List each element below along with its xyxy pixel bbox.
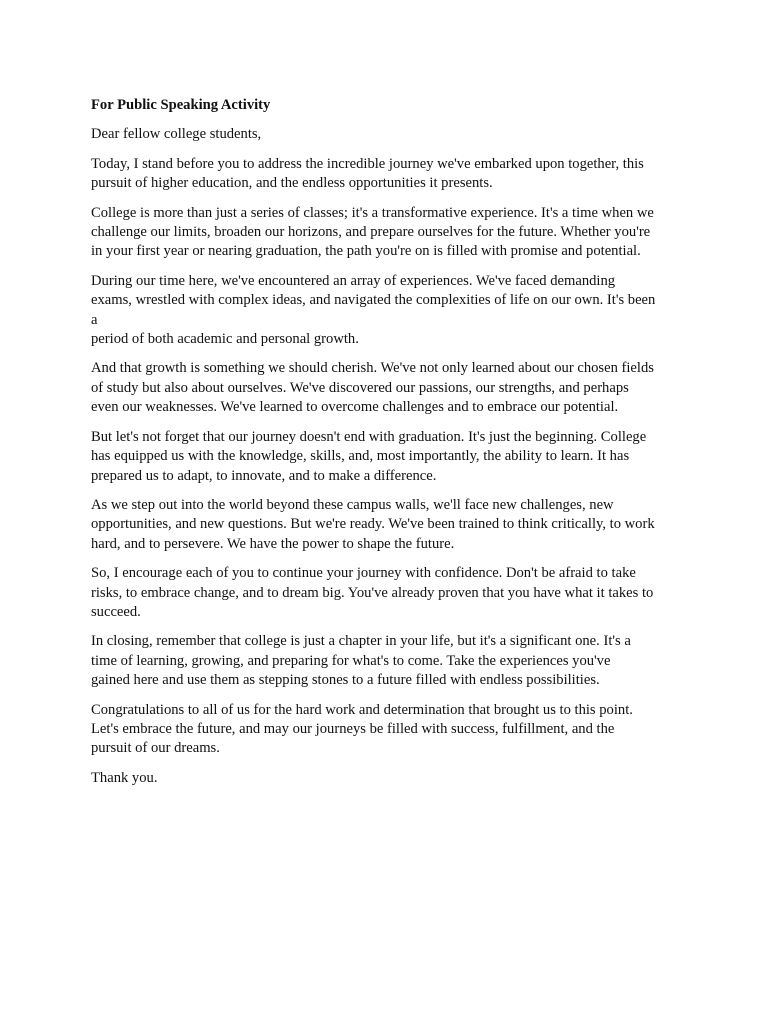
paragraph-line: And that growth is something we should cherish. We've not only learned about our chosen fields [91, 360, 654, 377]
paragraph-line: exams, wrestled with complex ideas, and navigated the complexities of life on our own. It's been [91, 292, 656, 309]
body-paragraph [91, 155, 677, 194]
paragraph-line: Congratulations to all of us for the hard work and determination that brought us to this point. [91, 701, 633, 718]
paragraph-line: opportunities, and new questions. But we're ready. We've been trained to think critically, to work [91, 516, 655, 533]
paragraph-line: time of learning, growing, and preparing for what's to come. Take the experiences you've [91, 652, 611, 669]
document-page [91, 96, 677, 798]
paragraph-line: As we step out into the world beyond these campus walls, we'll face new challenges, new [91, 496, 614, 513]
paragraph-line: hard, and to persevere. We have the power to shape the future. [91, 535, 455, 552]
paragraph-line: of study but also about ourselves. We've discovered our passions, our strengths, and perhaps [91, 379, 629, 396]
paragraph-line: succeed. [91, 603, 141, 620]
paragraph-line: College is more than just a series of classes; it's a transformative experience. It's a time when we [91, 204, 654, 221]
body-paragraph [91, 272, 677, 350]
body-paragraph [91, 428, 677, 486]
body-paragraph [91, 701, 677, 759]
paragraph-line: pursuit of higher education, and the endless opportunities it presents. [91, 175, 493, 192]
paragraph-line: period of both academic and personal growth. [91, 331, 359, 348]
body-paragraphs [91, 155, 677, 759]
paragraph-line: risks, to embrace change, and to dream big. You've already proven that you have what it takes to [91, 584, 654, 601]
paragraph-line: So, I encourage each of you to continue your journey with confidence. Don't be afraid to take [91, 565, 636, 582]
closing-line: Thank you. [91, 769, 158, 786]
paragraph-line: During our time here, we've encountered an array of experiences. We've faced demanding [91, 272, 616, 289]
paragraph-line: But let's not forget that our journey doesn't end with graduation. It's just the beginning. College [91, 428, 647, 445]
paragraph-line: in your first year or nearing graduation, the path you're on is filled with promise and potential. [91, 243, 641, 260]
paragraph-line: pursuit of our dreams. [91, 740, 220, 757]
paragraph-line: gained here and use them as stepping stones to a future filled with endless possibilities. [91, 672, 600, 689]
paragraph-line: even our weaknesses. We've learned to overcome challenges and to embrace our potential. [91, 399, 619, 416]
body-paragraph [91, 204, 677, 262]
paragraph-line: challenge our limits, broaden our horizons, and prepare ourselves for the future. Whether you're [91, 224, 651, 241]
document-heading: For Public Speaking Activity [91, 97, 271, 113]
paragraph-line: has equipped us with the knowledge, skills, and, most importantly, the ability to learn. It has [91, 448, 630, 465]
paragraph-line: prepared us to adapt, to innovate, and to make a difference. [91, 467, 437, 484]
paragraph-line: Let's embrace the future, and may our journeys be filled with success, fulfillment, and the [91, 720, 615, 737]
paragraph-line: a [91, 311, 98, 328]
body-paragraph [91, 564, 677, 622]
body-paragraph [91, 496, 677, 554]
body-paragraph [91, 632, 677, 690]
paragraph-line: In closing, remember that college is just a chapter in your life, but it's a significant one. It's a [91, 633, 631, 650]
paragraph-line: Today, I stand before you to address the incredible journey we've embarked upon together, this [91, 155, 644, 172]
body-paragraph [91, 359, 677, 417]
salutation: Dear fellow college students, [91, 126, 262, 143]
